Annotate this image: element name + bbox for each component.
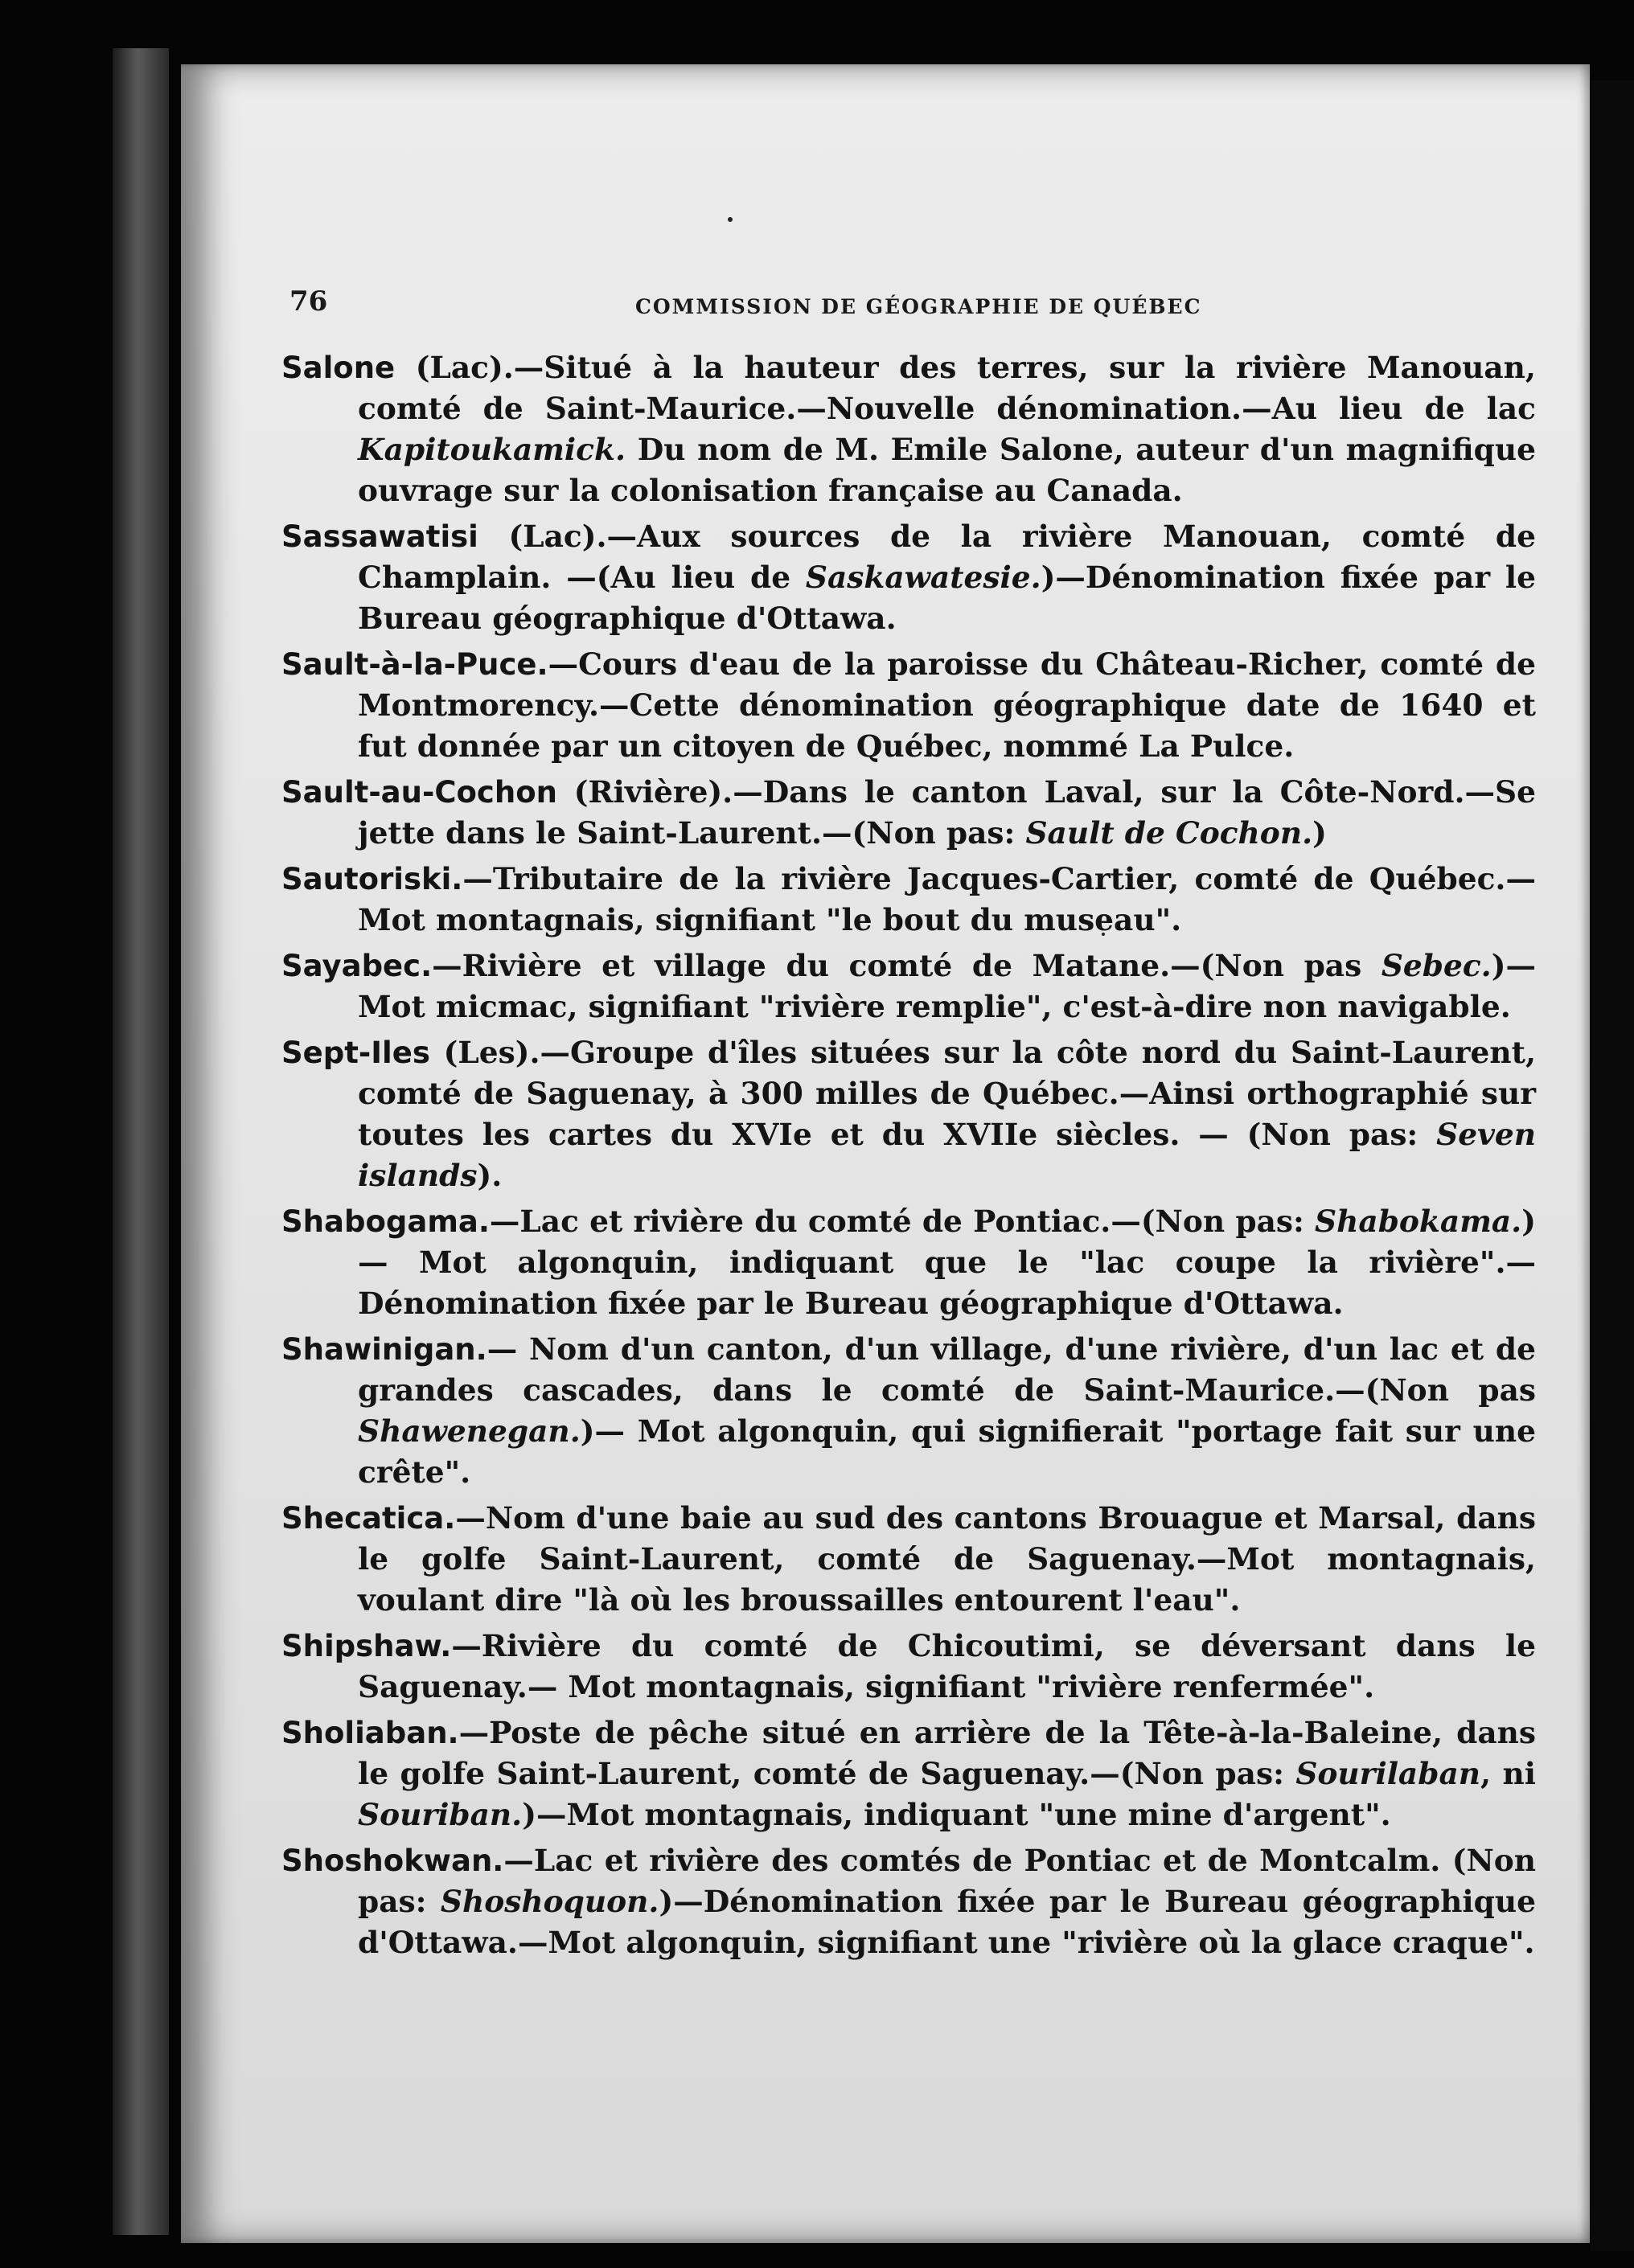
gazetteer-entry	[281, 644, 1536, 767]
entry-text: )— Mot algonquin, indiquant que le "lac coupe la rivière".—Dénomination fixée par le Bureau géographique d'Ottawa.	[358, 1204, 1536, 1321]
entry-text: Du nom de M. Emile Salone, auteur d'un magnifique ouvrage sur la colonisation française au Canada.	[358, 432, 1536, 508]
entry-italic-variant: Shoshoquon.	[440, 1884, 659, 1919]
dust-speck	[728, 217, 733, 222]
entry-text: —Tributaire de la rivière Jacques-Cartier, comté de Québec.— Mot montagnais, signifiant "le bout du museau".	[358, 861, 1536, 937]
gazetteer-entry	[281, 1329, 1536, 1493]
entry-text: ).	[477, 1158, 503, 1193]
page-edge-shadow	[1591, 80, 1634, 2251]
entry-text: )—Mot montagnais, indiquant "une mine d'argent".	[522, 1797, 1391, 1832]
gazetteer-entry	[281, 1626, 1536, 1708]
entry-text: )—Dénomination fixée par le Bureau géographique d'Ottawa.	[358, 560, 1536, 636]
entry-headword: Sault-à-la-Puce.	[281, 647, 548, 682]
entry-text: —Lac et rivière des comtés de Pontiac et de Montcalm. (Non pas:	[358, 1843, 1536, 1919]
entry-text: )—Dénomination fixée par le Bureau géographique d'Ottawa.—Mot algonquin, signifiant une "rivière où la glace craque".	[358, 1884, 1537, 1960]
gazetteer-entry	[281, 516, 1536, 639]
entry-headword: Sept-Iles	[281, 1036, 430, 1070]
running-head: COMMISSION DE GÉOGRAPHIE DE QUÉBEC	[635, 295, 1202, 318]
entry-text: , ni	[1480, 1756, 1536, 1791]
entry-headword: Salone	[281, 351, 396, 385]
gazetteer-entry	[281, 1840, 1536, 1963]
entry-text: —Rivière du comté de Chicoutimi, se déversant dans le Saguenay.— Mot montagnais, signifiant "rivière renfermée".	[358, 1628, 1536, 1704]
entry-text: (Les).—Groupe d'îles situées sur la côte nord du Saint-Laurent, comté de Saguenay, à 300 milles de Québec.—Ainsi orthographié sur toutes les cartes du XVIe et du XVIIe siècles. — (Non pas:	[358, 1035, 1536, 1152]
entry-text: —Cours d'eau de la paroisse du Château-Richer, comté de Montmorency.—Cette dénomination géographique date de 1640 et fut donnée par un citoyen de Québec, nommé La Pulce.	[358, 646, 1536, 764]
book-spine	[113, 48, 169, 2235]
gazetteer-entry	[281, 772, 1536, 854]
entry-headword: Sassawatisi	[281, 519, 478, 554]
entry-headword: Shipshaw.	[281, 1629, 452, 1663]
entry-headword: Shoshokwan.	[281, 1844, 504, 1878]
gazetteer-entry	[281, 1712, 1536, 1835]
entry-italic-variant: Saskawatesie.	[805, 560, 1041, 595]
entry-headword: Shawinigan.	[281, 1332, 487, 1367]
entry-text: —Poste de pêche situé en arrière de la Tête-à-la-Baleine, dans le golfe Saint-Laurent, comté de Saguenay.—(Non pas:	[358, 1715, 1536, 1791]
entry-italic-variant: Shawenegan.	[358, 1413, 581, 1449]
entry-headword: Sayabec.	[281, 949, 433, 983]
entry-headword: Sautoriski.	[281, 862, 463, 896]
entry-italic-variant: Sebec.	[1381, 948, 1492, 983]
entry-text: — Nom d'un canton, d'un village, d'une rivière, d'un lac et de grandes cascades, dans le comté de Saint-Maurice.—(Non pas	[358, 1331, 1536, 1408]
entry-italic-variant: Sault de Cochon.	[1025, 815, 1313, 851]
entry-text: —Nom d'une baie au sud des cantons Brouague et Marsal, dans le golfe Saint-Laurent, comté de Saguenay.—Mot montagnais, voulant dire "là où les broussailles entourent l'eau".	[358, 1500, 1536, 1618]
entry-headword: Shecatica.	[281, 1501, 456, 1536]
gazetteer-entry	[281, 347, 1536, 511]
entry-headword: Sault-au-Cochon	[281, 775, 557, 810]
entry-italic-variant: Shabokama.	[1315, 1204, 1522, 1239]
entry-text: (Lac).—Situé à la hauteur des terres, sur la rivière Manouan, comté de Saint-Maurice.—Nouvelle dénomination.—Au lieu de lac	[358, 350, 1536, 426]
entry-italic-variant: Souriban.	[358, 1797, 523, 1832]
entry-italic-variant: Seven islands	[358, 1117, 1536, 1193]
gazetteer-entry	[281, 1201, 1536, 1324]
entry-italic-variant: Sourilaban	[1295, 1756, 1481, 1791]
entry-text: —Rivière et village du comté de Matane.—(Non pas	[432, 948, 1382, 983]
entry-headword: Sholiaban.	[281, 1716, 459, 1750]
entry-italic-variant: Kapitoukamick.	[358, 432, 626, 467]
page-header	[289, 285, 1528, 334]
entry-text: )— Mot micmac, signifiant "rivière remplie", c'est-à-dire non navigable.	[358, 948, 1536, 1024]
gazetteer-entry	[281, 1032, 1536, 1196]
entry-text: )— Mot algonquin, qui signifierait "portage fait sur une crête".	[358, 1413, 1536, 1490]
gazetteer-entries	[281, 347, 1536, 1968]
page-number: 76	[289, 285, 328, 318]
entry-headword: Shabogama.	[281, 1204, 490, 1239]
entry-text: )	[1312, 815, 1327, 851]
entry-text: (Rivière).—Dans le canton Laval, sur la Côte-Nord.—Se jette dans le Saint-Laurent.—(Non pas:	[358, 774, 1536, 851]
entry-text: (Lac).—Aux sources de la rivière Manouan, comté de Champlain. —(Au lieu de	[358, 519, 1536, 595]
gazetteer-entry	[281, 859, 1536, 941]
gazetteer-entry	[281, 1498, 1536, 1621]
gazetteer-entry	[281, 945, 1536, 1027]
entry-text: —Lac et rivière du comté de Pontiac.—(Non pas:	[489, 1204, 1316, 1239]
